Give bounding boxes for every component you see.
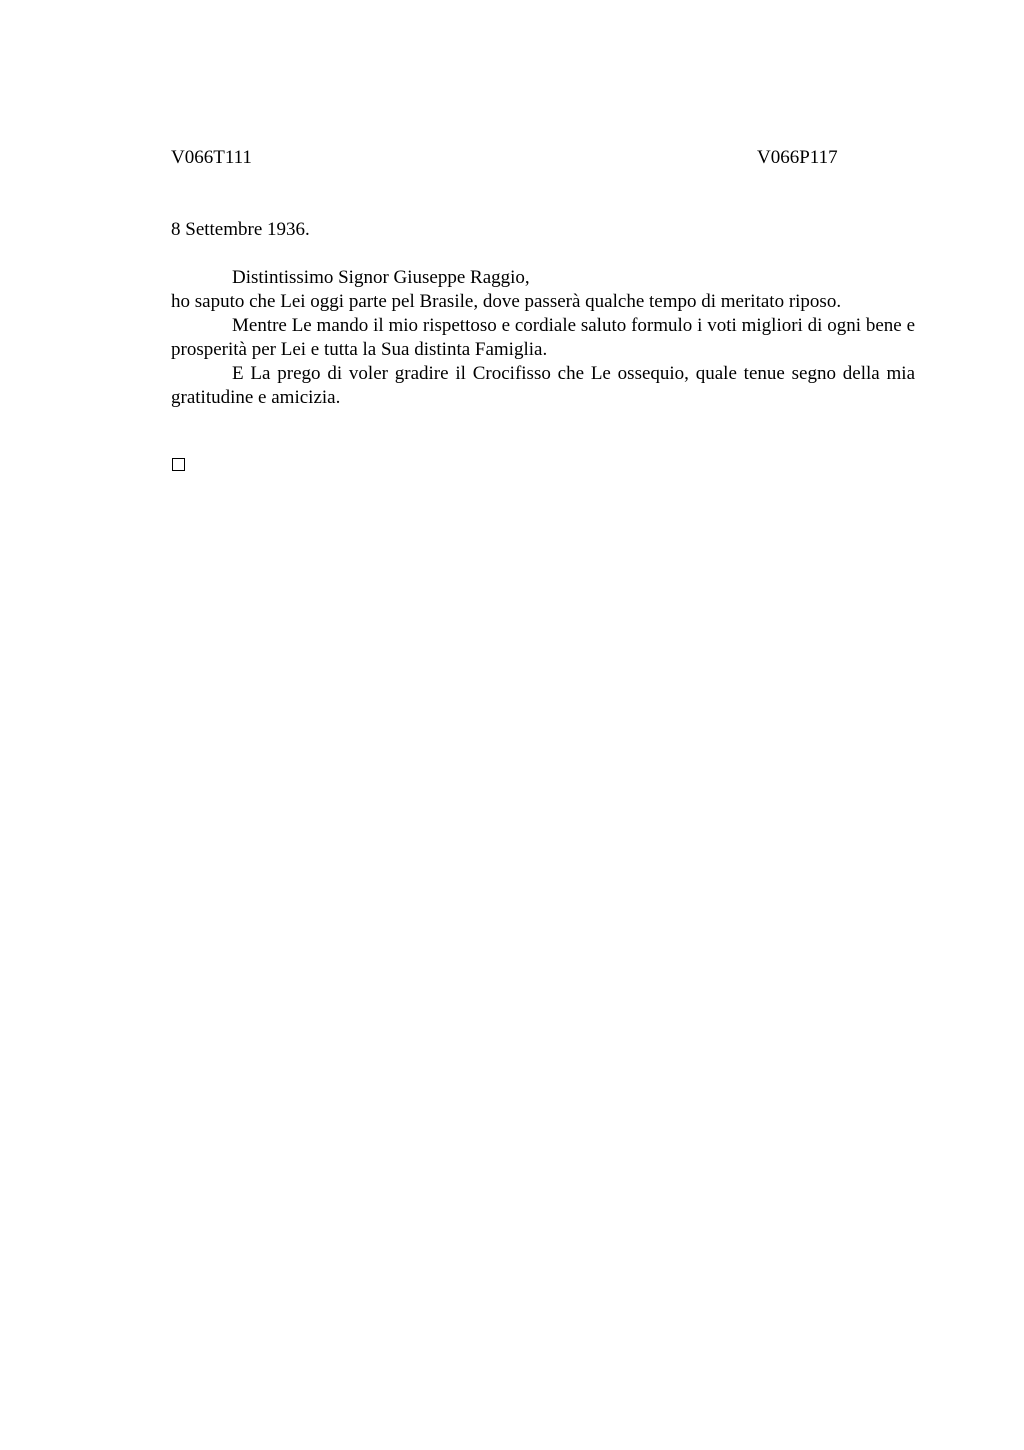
letter-date: 8 Settembre 1936. — [171, 219, 310, 240]
document-reference-right: V066P117 — [757, 147, 838, 168]
letter-salutation: Distintissimo Signor Giuseppe Raggio, — [232, 267, 530, 288]
letter-paragraph-3: E La prego di voler gradire il Crocifisso che Le ossequio, quale tenue segno della mia gratitudine e amicizia. — [171, 363, 915, 408]
letter-paragraph-1: ho saputo che Lei oggi parte pel Brasile, dove passerà qualche tempo di meritato riposo. — [171, 291, 842, 312]
square-outline-icon — [172, 458, 185, 471]
letter-paragraph-2: Mentre Le mando il mio rispettoso e cordiale saluto formulo i voti migliori di ogni bene e prosperità per Lei e tutta la Sua distinta Famiglia. — [171, 315, 915, 360]
document-reference-left: V066T111 — [171, 147, 252, 168]
letter-body — [171, 266, 915, 410]
